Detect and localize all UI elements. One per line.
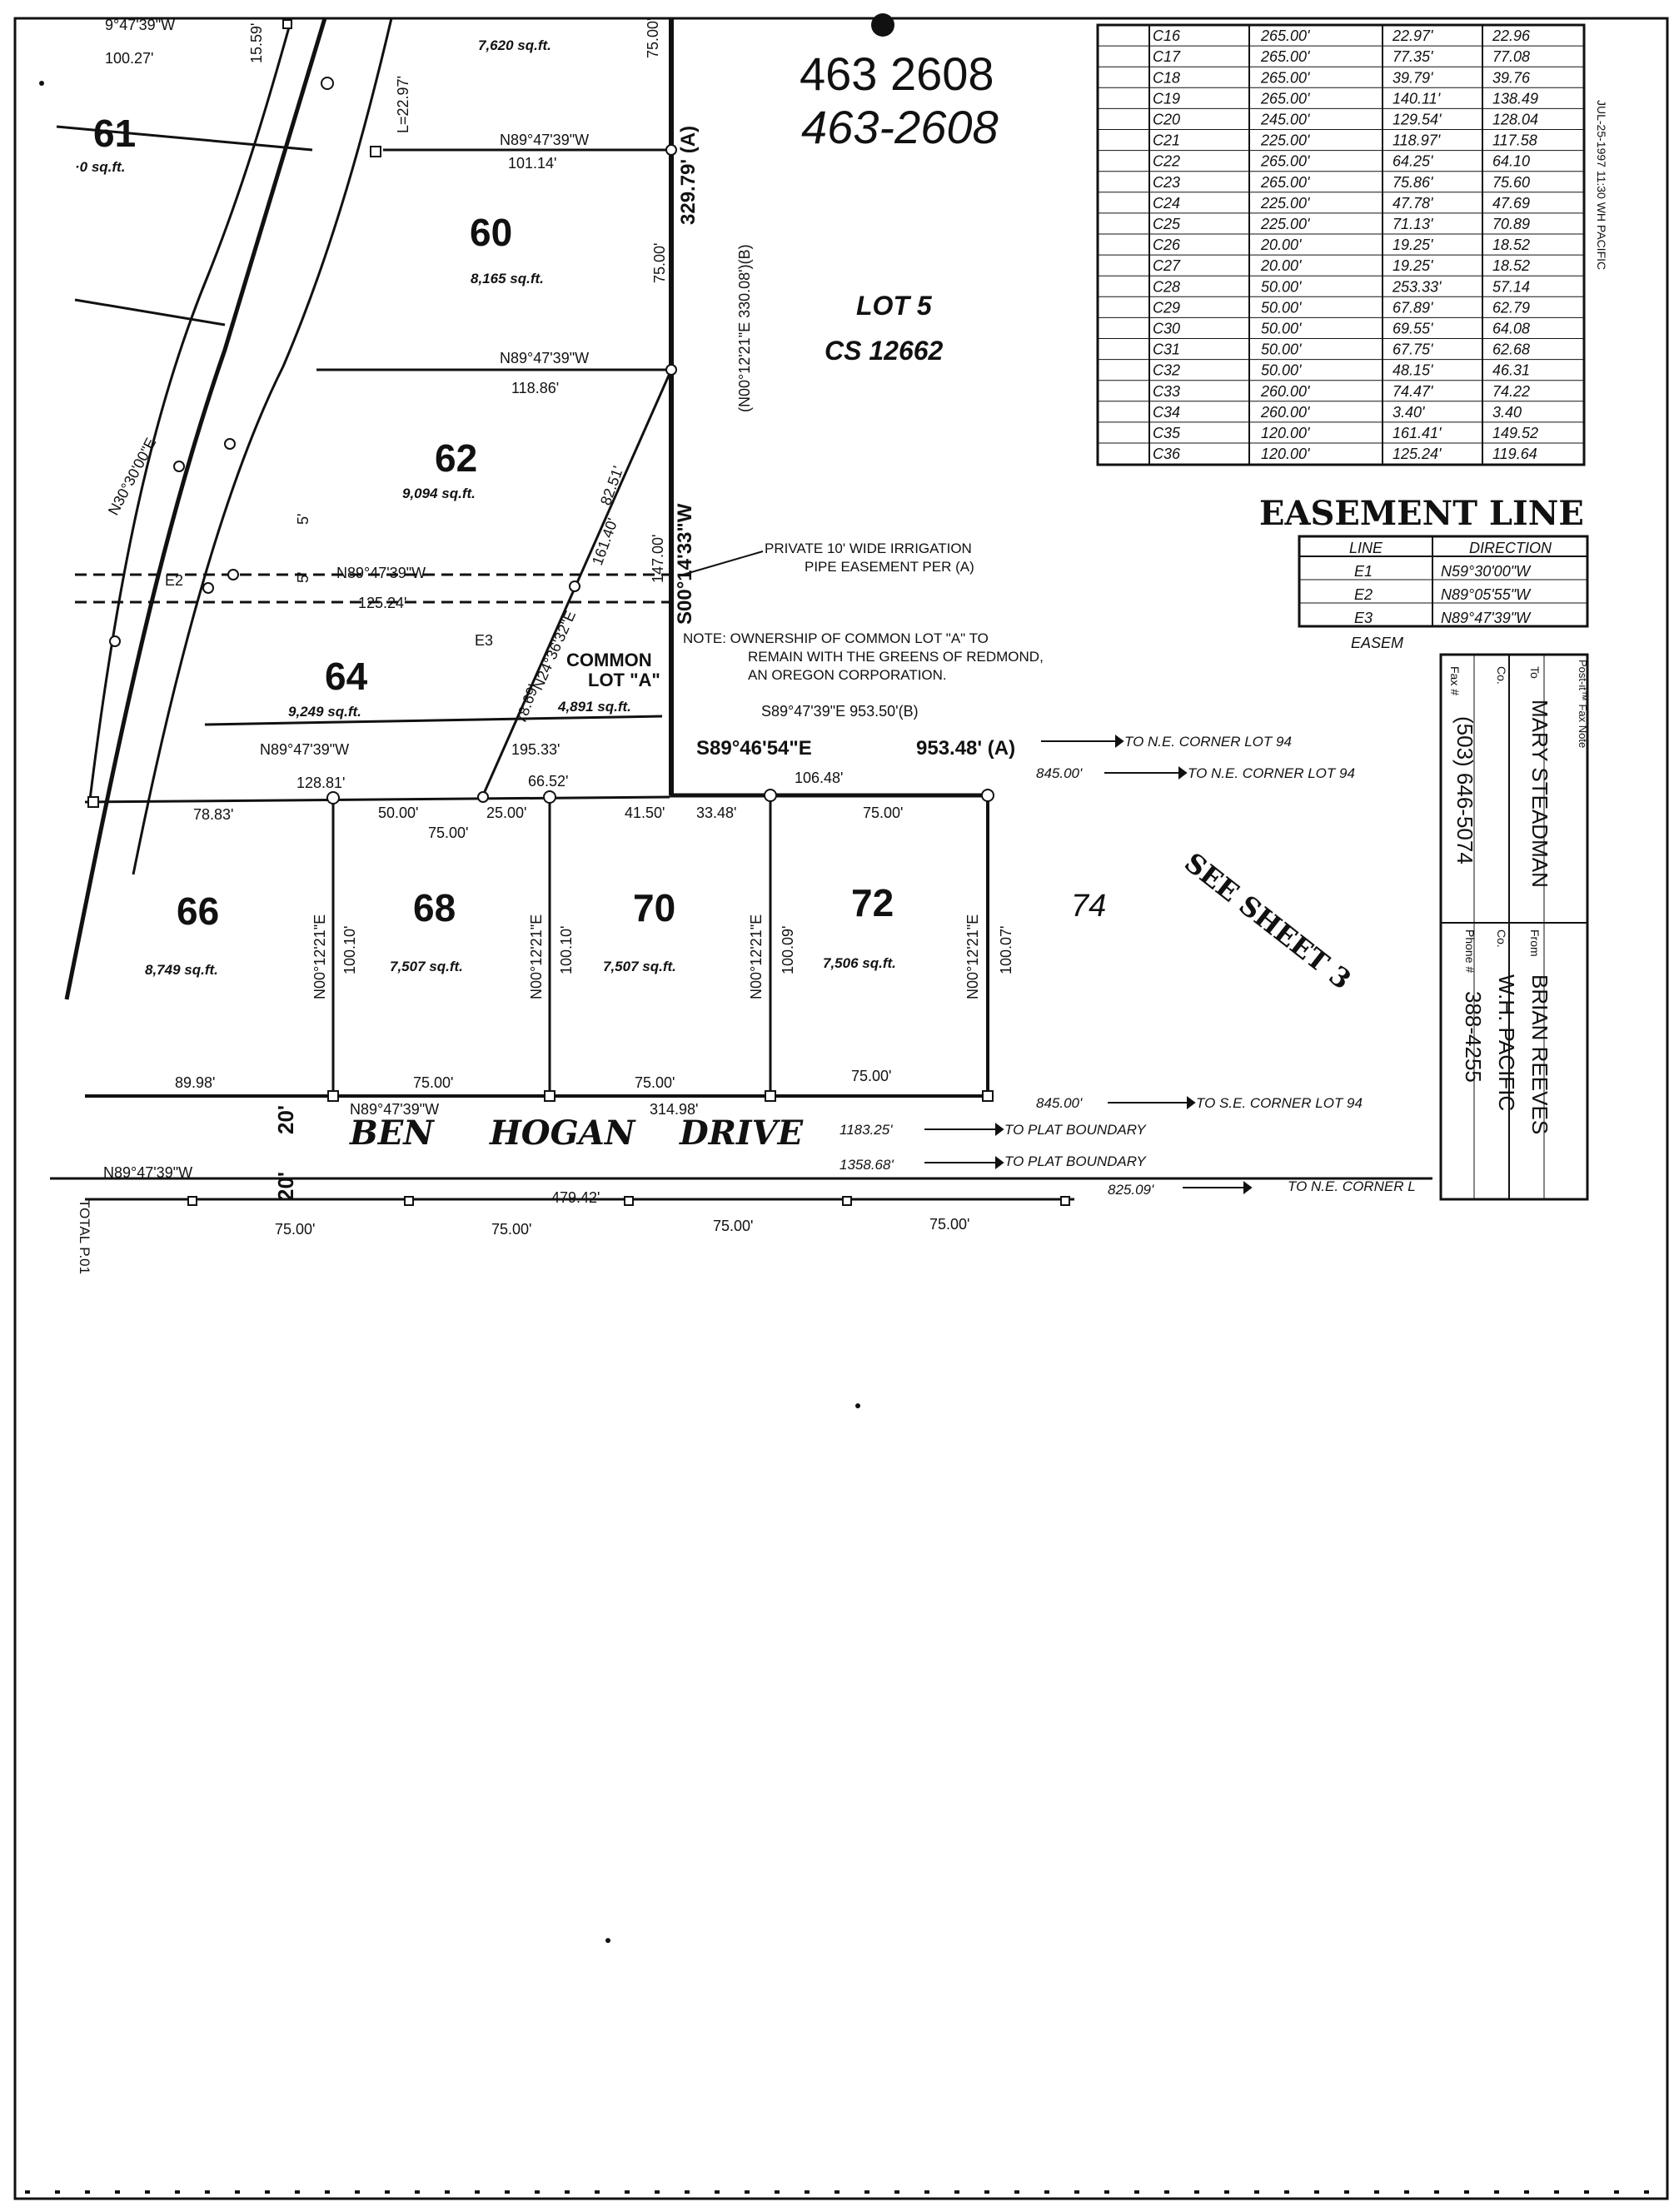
curve-table-cell: C28 xyxy=(1153,278,1181,296)
svg-text:75.00': 75.00' xyxy=(929,1216,970,1233)
curve-table-cell: 245.00' xyxy=(1261,111,1310,128)
svg-text:N89°47'39"W: N89°47'39"W xyxy=(500,132,590,148)
svg-text:N00°12'21"E: N00°12'21"E xyxy=(748,914,765,999)
fax-note xyxy=(1441,655,1589,1199)
street-word-3: DRIVE xyxy=(680,1113,804,1153)
svg-text:BRIAN REEVES: BRIAN REEVES xyxy=(1527,974,1552,1135)
curve-table-cell: 47.78' xyxy=(1393,194,1433,212)
lot-64-area: 9,249 sq.ft. xyxy=(288,704,361,720)
lot-64-number: 64 xyxy=(325,655,368,698)
curve-table-cell: 64.25' xyxy=(1393,152,1433,170)
curve-table-cell: 129.54' xyxy=(1393,111,1442,128)
street-name xyxy=(273,1105,804,1201)
doc-number-handwritten: 463-2608 xyxy=(801,101,999,153)
svg-text:Co.: Co. xyxy=(1495,929,1508,948)
curve-table-cell: 19.25' xyxy=(1393,257,1433,275)
svg-text:DIRECTION: DIRECTION xyxy=(1469,540,1552,556)
svg-text:147.00': 147.00' xyxy=(650,534,666,583)
irrigation-note-line2: PIPE EASEMENT PER (A) xyxy=(805,559,974,575)
dimension-labels xyxy=(103,17,1015,1238)
curve-table-cell: 50.00' xyxy=(1261,341,1302,358)
svg-text:N89°47'39"W: N89°47'39"W xyxy=(1441,610,1531,626)
tie-se-94-label: TO S.E. CORNER LOT 94 xyxy=(1196,1095,1363,1111)
total-pages-stamp: TOTAL P.01 xyxy=(77,1199,92,1275)
svg-text:33.48': 33.48' xyxy=(696,805,737,821)
curve-table xyxy=(1098,25,1584,465)
curve-table-cell: 260.00' xyxy=(1261,382,1310,400)
curve-table-cell: 149.52 xyxy=(1492,425,1539,441)
curve-table-cell: C19 xyxy=(1153,90,1181,107)
curve-table-cell: C22 xyxy=(1153,152,1181,170)
svg-text:Post-it™ Fax Note: Post-it™ Fax Note xyxy=(1577,660,1589,749)
svg-text:MARY STEADMAN: MARY STEADMAN xyxy=(1527,700,1552,888)
svg-text:128.81': 128.81' xyxy=(296,775,346,791)
tie-ne-94-label: TO N.E. CORNER LOT 94 xyxy=(1124,734,1292,750)
lot-61-area: ·0 sq.ft. xyxy=(75,159,126,175)
svg-text:100.07': 100.07' xyxy=(998,925,1014,974)
svg-text:N89°05'55"W: N89°05'55"W xyxy=(1441,586,1531,603)
svg-text:9°47'39"W: 9°47'39"W xyxy=(105,17,176,33)
curve-table-cell: 125.24' xyxy=(1393,446,1442,463)
curve-table-cell: 20.00' xyxy=(1261,257,1302,275)
svg-text:75.00': 75.00' xyxy=(491,1221,532,1238)
curve-table-cell: C18 xyxy=(1153,69,1181,87)
curve-table-cell: 225.00' xyxy=(1261,132,1310,149)
curve-table-cell: 119.64 xyxy=(1492,446,1537,463)
svg-text:Phone #: Phone # xyxy=(1463,929,1477,974)
lot5-title: LOT 5 xyxy=(856,291,932,321)
svg-text:L=22.97': L=22.97' xyxy=(395,75,411,133)
notes xyxy=(683,541,1044,683)
svg-text:N30°30'00"E: N30°30'00"E xyxy=(104,435,160,518)
svg-text:N89°47'39"W: N89°47'39"W xyxy=(103,1164,193,1181)
curve-table-cell: 39.79' xyxy=(1393,69,1433,87)
svg-text:(503) 646-5074: (503) 646-5074 xyxy=(1452,716,1477,864)
curve-table-cell: 18.52 xyxy=(1492,257,1531,275)
svg-text:100.10': 100.10' xyxy=(558,925,575,974)
svg-text:N00°12'21"E: N00°12'21"E xyxy=(964,914,981,999)
svg-text:195.33': 195.33' xyxy=(511,741,560,758)
svg-text:N00°12'21"E: N00°12'21"E xyxy=(528,914,545,999)
curve-table-cell: 64.08 xyxy=(1492,320,1531,337)
curve-table-cell: C36 xyxy=(1153,446,1181,463)
svg-text:N89°47'39"W: N89°47'39"W xyxy=(500,350,590,366)
curve-table-cell: 74.22 xyxy=(1492,382,1531,400)
common-lot-line2: LOT "A" xyxy=(588,670,660,690)
tie-plat-2-dist: 1358.68' xyxy=(840,1157,894,1173)
svg-text:E1: E1 xyxy=(1354,563,1373,580)
curve-table-cell: 50.00' xyxy=(1261,361,1302,379)
curve-table-cell: 62.79 xyxy=(1492,299,1531,316)
curve-table-cell: C35 xyxy=(1153,425,1181,441)
curve-table-cell: 253.33' xyxy=(1393,278,1442,296)
boundary-lines xyxy=(50,18,1432,1199)
scan-speck xyxy=(855,1403,860,1408)
svg-text:5': 5' xyxy=(295,571,311,583)
curve-table-cell: C31 xyxy=(1153,341,1181,358)
svg-text:953.48' (A): 953.48' (A) xyxy=(916,737,1016,760)
lot-60-area: 8,165 sq.ft. xyxy=(471,271,544,286)
lot-74-number: 74 xyxy=(1071,889,1107,924)
curve-table-cell: C25 xyxy=(1153,216,1181,232)
svg-text:125.24': 125.24' xyxy=(358,595,407,611)
curve-table-cell: C16 xyxy=(1153,27,1181,45)
lot-62-area: 9,094 sq.ft. xyxy=(402,486,476,501)
curve-table-cell: 71.13' xyxy=(1393,216,1433,232)
lot-72-number: 72 xyxy=(851,881,894,924)
lot-68-number: 68 xyxy=(413,886,456,929)
curve-table-cell: 120.00' xyxy=(1261,425,1310,441)
scan-speck xyxy=(871,13,894,37)
easement-table xyxy=(1259,494,1587,651)
tie-plat-1-label: TO PLAT BOUNDARY xyxy=(1004,1122,1146,1138)
curve-table-cell: 20.00' xyxy=(1261,237,1302,254)
svg-text:479.42': 479.42' xyxy=(551,1189,600,1206)
curve-table-cell: 19.25' xyxy=(1393,237,1433,254)
scan-speck xyxy=(39,81,44,86)
svg-text:78.83': 78.83' xyxy=(193,806,234,823)
see-sheet-note: SEE SHEET 3 xyxy=(1178,846,1358,996)
curve-table-cell: 140.11' xyxy=(1393,90,1441,107)
svg-text:W.H. PACIFIC: W.H. PACIFIC xyxy=(1494,974,1519,1112)
doc-number-typed: 463 2608 xyxy=(800,47,994,100)
svg-text:5': 5' xyxy=(295,513,311,525)
svg-text:66.52': 66.52' xyxy=(528,773,569,790)
svg-text:S89°47'39"E 953.50'(B): S89°47'39"E 953.50'(B) xyxy=(761,703,919,720)
lot-68-area: 7,507 sq.ft. xyxy=(390,959,463,974)
svg-text:N24°36'32"E: N24°36'32"E xyxy=(529,608,580,693)
svg-text:100.09': 100.09' xyxy=(780,925,796,974)
ownership-note-line2: REMAIN WITH THE GREENS OF REDMOND, xyxy=(748,649,1044,665)
lot-72-area: 7,506 sq.ft. xyxy=(823,955,896,971)
lot5-subtitle: CS 12662 xyxy=(825,336,944,366)
svg-text:E2: E2 xyxy=(165,572,184,589)
top-lot-area: 7,620 sq.ft. xyxy=(478,37,551,53)
tie-ne-l-dist: 825.09' xyxy=(1108,1182,1154,1198)
curve-table-cell: 18.52 xyxy=(1492,237,1531,254)
svg-text:75.00': 75.00' xyxy=(645,17,661,58)
curve-table-cell: 138.49 xyxy=(1492,90,1539,107)
curve-table-cell: 67.89' xyxy=(1393,299,1433,316)
lot-70-number: 70 xyxy=(633,886,676,929)
svg-text:314.98': 314.98' xyxy=(650,1101,699,1118)
svg-text:75.00': 75.00' xyxy=(863,805,904,821)
curve-table-cell: 265.00' xyxy=(1261,48,1310,66)
svg-text:82.51': 82.51' xyxy=(596,463,627,508)
curve-table-cell: C26 xyxy=(1153,237,1181,254)
svg-text:75.00': 75.00' xyxy=(413,1074,454,1091)
curve-table-cell: 57.14 xyxy=(1492,278,1531,296)
svg-text:LINE: LINE xyxy=(1349,540,1383,556)
street-word-2: HOGAN xyxy=(490,1113,635,1153)
svg-text:To: To xyxy=(1528,666,1542,679)
street-width-top: 20' xyxy=(273,1104,298,1134)
tie-plat-2-label: TO PLAT BOUNDARY xyxy=(1004,1153,1146,1169)
svg-text:388-4255: 388-4255 xyxy=(1461,991,1486,1083)
curve-table-cell: 47.69 xyxy=(1492,194,1531,212)
svg-text:75.00': 75.00' xyxy=(713,1218,754,1234)
lot-66-area: 8,749 sq.ft. xyxy=(145,962,218,978)
curve-table-cell: 3.40 xyxy=(1492,403,1522,421)
curve-table-cell: C23 xyxy=(1153,173,1181,191)
curve-table-cell: 75.60 xyxy=(1492,173,1531,191)
svg-text:41.50': 41.50' xyxy=(625,805,665,821)
tie-plat-1-dist: 1183.25' xyxy=(840,1122,893,1138)
lot-62-number: 62 xyxy=(435,436,478,480)
svg-text:S89°46'54"E: S89°46'54"E xyxy=(696,737,812,760)
lot-61-number: 61 xyxy=(93,112,137,155)
svg-text:75.00': 75.00' xyxy=(275,1221,316,1238)
curve-table-cell: 161.41' xyxy=(1393,425,1442,441)
curve-table-cell: 3.40' xyxy=(1393,403,1425,421)
curve-table-cell: 50.00' xyxy=(1261,299,1302,316)
svg-text:25.00': 25.00' xyxy=(486,805,527,821)
curve-table-cell: 74.47' xyxy=(1393,382,1433,400)
curve-table-cell: 118.97' xyxy=(1393,132,1441,149)
lot-labels xyxy=(75,37,1106,978)
lot-60-number: 60 xyxy=(470,211,513,254)
curve-table-cell: 70.89 xyxy=(1492,216,1531,232)
svg-text:161.40': 161.40' xyxy=(588,516,621,568)
common-lot-area: 4,891 sq.ft. xyxy=(558,699,631,715)
curve-table-cell: 120.00' xyxy=(1261,446,1310,463)
svg-text:78.69': 78.69' xyxy=(511,681,542,726)
curve-table-cell: 265.00' xyxy=(1261,27,1310,45)
svg-text:E2: E2 xyxy=(1354,586,1373,603)
svg-text:75.00': 75.00' xyxy=(651,242,668,283)
lot-66-number: 66 xyxy=(177,889,220,933)
curve-table-cell: 128.04 xyxy=(1492,111,1539,128)
svg-text:E3: E3 xyxy=(1354,610,1373,626)
curve-table-cell: 75.86' xyxy=(1393,173,1433,191)
curve-table-cell: 265.00' xyxy=(1261,69,1310,87)
svg-text:106.48': 106.48' xyxy=(795,770,844,786)
svg-text:15.59': 15.59' xyxy=(248,22,265,63)
svg-text:S00°14'33"W: S00°14'33"W xyxy=(674,503,696,625)
curve-table-cell: 265.00' xyxy=(1261,152,1310,170)
curve-table-cell: 69.55' xyxy=(1393,320,1433,337)
svg-text:(N00°12'21"E 330.08')(B): (N00°12'21"E 330.08')(B) xyxy=(736,244,753,412)
tie-se-94-dist: 845.00' xyxy=(1036,1095,1083,1111)
curve-table-cell: 22.96 xyxy=(1492,27,1531,45)
curve-table-cell: 117.58 xyxy=(1492,132,1537,149)
svg-text:From: From xyxy=(1528,929,1542,957)
curve-table-cell: C21 xyxy=(1153,132,1181,149)
tie-ne-94-dist: 845.00' xyxy=(1036,765,1083,781)
curve-table-cell: 67.75' xyxy=(1393,341,1433,358)
curve-table-cell: C32 xyxy=(1153,361,1181,379)
tie-ne-94b-label: TO N.E. CORNER LOT 94 xyxy=(1188,765,1355,781)
fax-header-strip: JUL-25-1997 11:30 WH PACIFIC xyxy=(1595,100,1608,271)
easement-title: EASEMENT LINE xyxy=(1259,494,1584,533)
curve-table-cell: 22.97' xyxy=(1393,27,1433,45)
curve-table-cell: C30 xyxy=(1153,320,1181,337)
svg-text:N89°47'39"W: N89°47'39"W xyxy=(350,1101,440,1118)
common-lot-line1: COMMON xyxy=(566,650,652,670)
curve-table-cell: 265.00' xyxy=(1261,173,1310,191)
curve-table-cell: C34 xyxy=(1153,403,1181,421)
curve-table-cell: 225.00' xyxy=(1261,194,1310,212)
svg-text:N89°47'39"W: N89°47'39"W xyxy=(260,741,350,758)
svg-text:100.27': 100.27' xyxy=(105,50,154,67)
curve-table-cell: 225.00' xyxy=(1261,216,1310,232)
curve-table-cell: 77.08 xyxy=(1492,48,1531,66)
svg-text:50.00': 50.00' xyxy=(378,805,419,821)
curve-table-cell: C33 xyxy=(1153,382,1181,400)
svg-text:118.86': 118.86' xyxy=(511,380,560,396)
svg-text:N59°30'00"W: N59°30'00"W xyxy=(1441,563,1531,580)
irrigation-note-line1: PRIVATE 10' WIDE IRRIGATION xyxy=(765,541,972,556)
svg-text:N89°47'39"W: N89°47'39"W xyxy=(336,565,426,581)
street-word-1: BEN xyxy=(350,1113,434,1153)
svg-text:75.00': 75.00' xyxy=(635,1074,675,1091)
ownership-note-line1: NOTE: OWNERSHIP OF COMMON LOT "A" TO xyxy=(683,630,989,646)
curve-table-cell: 50.00' xyxy=(1261,278,1302,296)
curve-table-cell: 265.00' xyxy=(1261,90,1310,107)
monuments xyxy=(88,17,1069,1205)
tie-ne-l-label: TO N.E. CORNER L xyxy=(1288,1178,1416,1194)
svg-text:Fax #: Fax # xyxy=(1448,666,1462,696)
svg-text:100.10': 100.10' xyxy=(341,925,358,974)
svg-text:EASEM: EASEM xyxy=(1351,635,1404,651)
scan-speck xyxy=(605,1938,610,1943)
lot-70-area: 7,507 sq.ft. xyxy=(603,959,676,974)
ownership-note-line3: AN OREGON CORPORATION. xyxy=(748,667,947,683)
curve-table-cell: 46.31 xyxy=(1492,361,1531,379)
curve-table-cell: 260.00' xyxy=(1261,403,1310,421)
svg-text:E3: E3 xyxy=(475,632,494,649)
curve-table-cell: 50.00' xyxy=(1261,320,1302,337)
curve-table-cell: C24 xyxy=(1153,194,1181,212)
curve-table-cell: C27 xyxy=(1153,257,1181,275)
svg-text:75.00': 75.00' xyxy=(428,825,469,841)
curve-table-cell: 77.35' xyxy=(1393,48,1433,66)
curve-table-cell: C29 xyxy=(1153,299,1181,316)
svg-text:Co.: Co. xyxy=(1495,666,1508,685)
curve-table-cell: 64.10 xyxy=(1492,152,1531,170)
curve-table-cell: C20 xyxy=(1153,111,1181,128)
curve-table-cell: C17 xyxy=(1153,48,1181,66)
curve-table-cell: 62.68 xyxy=(1492,341,1531,358)
curve-table-cell: 48.15' xyxy=(1393,361,1433,379)
curve-table-cell: 39.76 xyxy=(1492,69,1531,87)
street-width-bottom: 20' xyxy=(273,1171,298,1201)
svg-text:75.00': 75.00' xyxy=(851,1068,892,1084)
svg-text:N00°12'21"E: N00°12'21"E xyxy=(311,914,328,999)
svg-text:329.79' (A): 329.79' (A) xyxy=(677,125,700,225)
svg-text:101.14': 101.14' xyxy=(508,155,557,172)
svg-text:89.98': 89.98' xyxy=(175,1074,216,1091)
